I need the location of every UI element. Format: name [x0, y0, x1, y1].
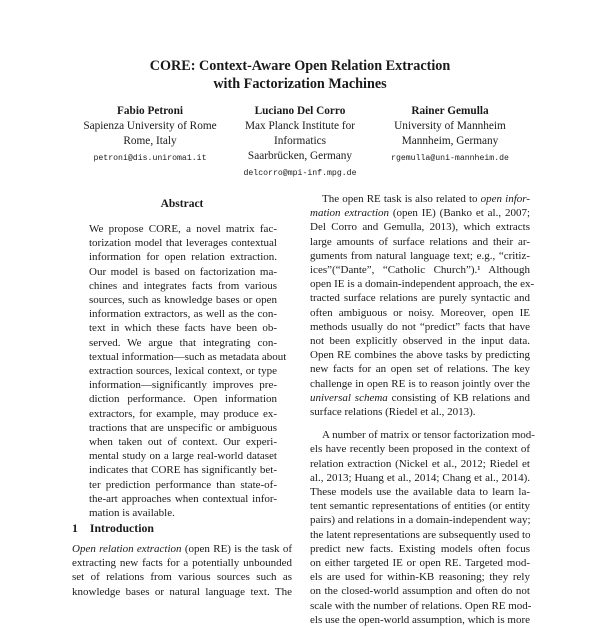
right-line: ices”(“Dante”, “Catholic Church”).¹ Although [310, 264, 530, 277]
author-block [70, 104, 230, 166]
right-line: challenge in open RE is to reason jointly over the [310, 377, 530, 390]
right-line: on either targeted IE or open RE. Targeted mod- [310, 557, 530, 570]
author-email: delcorro@mpi-inf.mpg.de [243, 169, 357, 178]
right-line: Del Corro and Gemulla, 2013), which extracts [310, 221, 530, 234]
abstract-line: diction performance. Open information [89, 393, 277, 406]
right-line: on the closed-world assumption and often do not [310, 585, 530, 598]
abstract-line: information extractors, as well as the con- [89, 308, 277, 321]
abstract-line: textual information—such as metadata about [89, 350, 287, 363]
intro-line: knowledge bases or natural language text. The [72, 585, 292, 598]
right-line: surface relations (Riedel et al., 2013). [310, 406, 476, 419]
abstract-line: chines and integrates facts from various [89, 279, 277, 292]
author-block [222, 104, 378, 181]
section-heading [72, 521, 154, 536]
abstract-line: the-art approaches when contextual infor- [89, 492, 277, 505]
abstract-line: information for open relation extraction. [89, 251, 277, 264]
right-line: pairs) and relations in a domain-independent way; [310, 514, 531, 527]
right-line: els use the open-world assumption, which is more [310, 613, 530, 626]
abstract-line: text in which these facts have been ob- [89, 322, 277, 335]
abstract-line: extraction sources, lexical context, or type [89, 365, 277, 378]
intro-paragraph [72, 542, 292, 599]
author-block [370, 104, 530, 166]
title-line: CORE: Context-Aware Open Relation Extraction [149, 58, 451, 74]
abstract-line: extractors, for example, may produce ex- [89, 407, 277, 420]
paragraph-gap [310, 419, 530, 428]
right-line: These models use the available data to learn la- [310, 486, 530, 499]
author-name: Fabio Petroni [117, 105, 183, 117]
right-line: the latent representations are subsequently used to [310, 528, 531, 541]
right-line: often ambiguous or noisy. Moreover, open IE [310, 306, 530, 319]
author-email: petroni@dis.uniroma1.it [93, 154, 207, 163]
author-affiliation: Max Planck Institute for [244, 120, 356, 132]
right-line: relation extraction (Nickel et al., 2012; Riedel et [310, 457, 530, 470]
abstract-line: Our model is based on factorization ma- [89, 265, 277, 278]
intro-line: Open relation extraction (open RE) is the task of [72, 543, 292, 555]
right-line: els have recently been proposed in the context of [310, 443, 530, 456]
right-line: al., 2013; Huang et al., 2014; Chang et al., 2014). [310, 471, 530, 484]
right-line: mation extraction (open IE) (Banko et al., 2007; [310, 207, 531, 220]
right-line: A number of matrix or tensor factorization mod- [322, 429, 535, 442]
author-affiliation: Sapienza University of Rome [83, 120, 217, 132]
right-line: els are used for within-KB reasoning; they rely [310, 571, 530, 584]
paper-title [0, 58, 600, 93]
right-line: open IE is a domain-independent approach, the ex- [310, 278, 535, 291]
right-line: tent semantic representations of entities (or entity [310, 500, 530, 513]
author-affiliation: University of Mannheim [394, 120, 506, 132]
right-line: predict new facts. Existing models often focus [310, 542, 530, 555]
author-affiliation: Rome, Italy [123, 135, 177, 147]
right-line: methods usually do not “predict” facts that have [310, 320, 530, 333]
author-name: Rainer Gemulla [411, 105, 489, 117]
abstract-line: information—significantly improves pre- [89, 379, 277, 392]
right-line: not been explicitly observed in the input data. [310, 335, 530, 348]
title-line: with Factorization Machines [213, 75, 387, 92]
abstract-line: mation is available. [89, 507, 175, 520]
abstract-body [89, 222, 287, 520]
right-line: universal schema consisting of KB relations and [310, 391, 530, 404]
author-name: Luciano Del Corro [254, 105, 346, 117]
abstract-line: indicates that CORE has significantly bet- [89, 464, 277, 477]
author-affiliation: Informatics [273, 135, 327, 147]
right-line: large amounts of surface relations and their ar- [310, 235, 530, 248]
author-affiliation: Mannheim, Germany [401, 135, 499, 147]
author-email: rgemulla@uni-mannheim.de [391, 154, 509, 163]
section-title: Introduction [89, 521, 154, 535]
right-line: guments from natural language text; e.g., “critiz- [310, 249, 530, 262]
abstract-line: torization model that leverages contextual [89, 237, 277, 250]
right-line: tracted surface relations are purely syntactic and [310, 292, 530, 305]
right-line: new facts for an open set of relations. The key [310, 363, 530, 376]
abstract-line: sources, such as knowledge bases or open [89, 294, 277, 307]
right-line: Open RE combines the above tasks by predicting [310, 349, 530, 362]
abstract-heading: Abstract [160, 198, 204, 210]
abstract-line: ter prediction performance than state-of- [89, 478, 277, 491]
intro-line: extracting new facts for a potentially unbounded [72, 557, 292, 570]
abstract-line: We propose CORE, a novel matrix fac- [89, 223, 277, 235]
author-affiliation: Saarbrücken, Germany [247, 150, 353, 162]
section-number: 1 [72, 521, 78, 535]
abstract-line: served. We argue that integrating con- [89, 336, 277, 349]
abstract-line: when taken out of context. Our experi- [89, 436, 277, 449]
right-line: The open RE task is also related to open infor- [322, 193, 530, 205]
abstract-line: mental study on a large real-world dataset [89, 450, 277, 463]
abstract-line: tractions that are unspecific or ambiguous [89, 421, 277, 434]
right-line: scale with the number of relations. Open RE mod- [310, 599, 532, 612]
intro-line: set of relations from various sources such as [72, 571, 292, 584]
right-column [310, 192, 535, 627]
